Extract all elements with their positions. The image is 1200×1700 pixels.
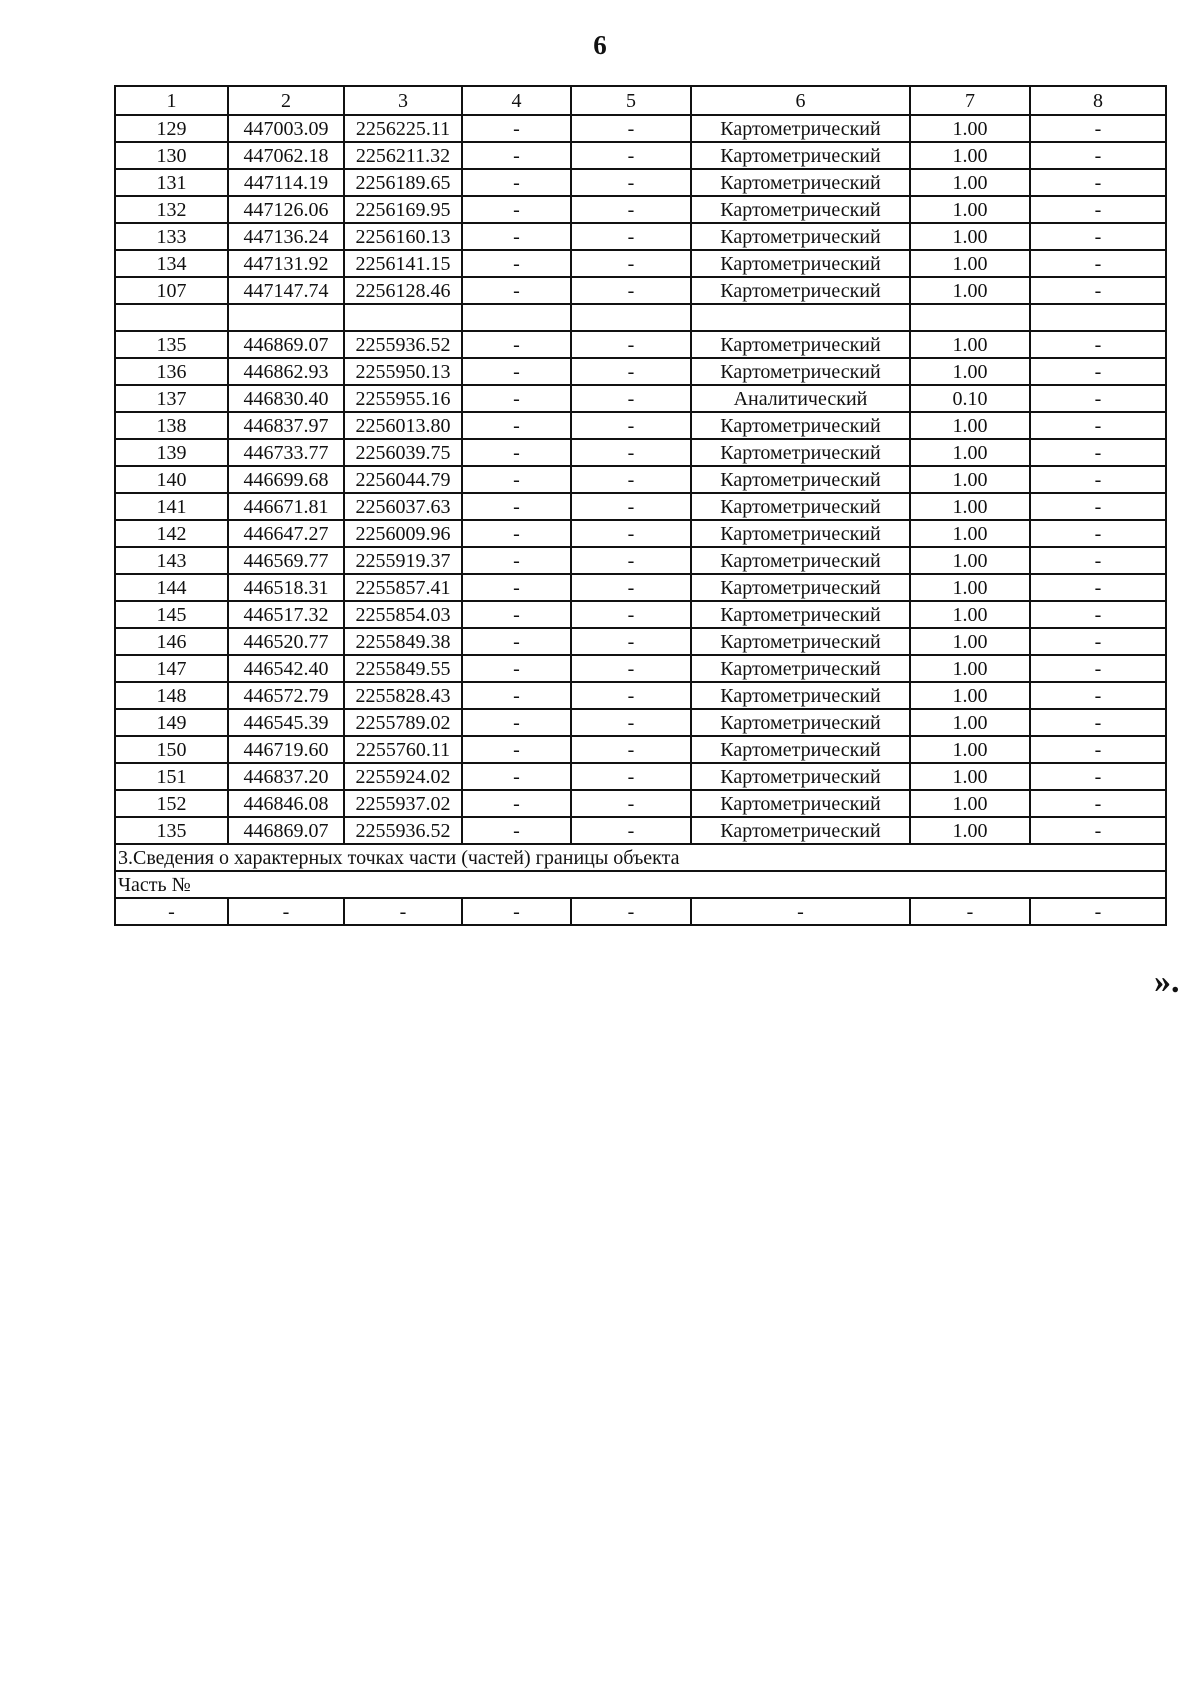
table-cell: 150 bbox=[115, 736, 228, 763]
table-cell: 447126.06 bbox=[228, 196, 344, 223]
table-cell: - bbox=[571, 601, 691, 628]
table-cell: 2 bbox=[228, 86, 344, 115]
table-cell: Картометрический bbox=[691, 601, 910, 628]
table-cell: 2255937.02 bbox=[344, 790, 462, 817]
table-cell: 2256013.80 bbox=[344, 412, 462, 439]
table-cell: 0.10 bbox=[910, 385, 1030, 412]
table-cell: 446569.77 bbox=[228, 547, 344, 574]
table-cell: 446542.40 bbox=[228, 655, 344, 682]
table-cell: - bbox=[571, 898, 691, 925]
table-cell: - bbox=[910, 898, 1030, 925]
table-cell: - bbox=[462, 250, 571, 277]
table-cell: 1.00 bbox=[910, 223, 1030, 250]
table-cell: - bbox=[1030, 412, 1166, 439]
table-cell: - bbox=[691, 898, 910, 925]
table-cell: 1 bbox=[115, 86, 228, 115]
table-cell: 2256211.32 bbox=[344, 142, 462, 169]
table-cell: - bbox=[1030, 709, 1166, 736]
table-cell: - bbox=[1030, 655, 1166, 682]
table-cell: 446518.31 bbox=[228, 574, 344, 601]
table-cell: 2256189.65 bbox=[344, 169, 462, 196]
table-row bbox=[115, 115, 1166, 142]
table-cell: 147 bbox=[115, 655, 228, 682]
table-cell: - bbox=[1030, 466, 1166, 493]
table-cell: 146 bbox=[115, 628, 228, 655]
coordinates-table bbox=[114, 85, 1167, 926]
table-row bbox=[115, 601, 1166, 628]
table-cell: 446545.39 bbox=[228, 709, 344, 736]
table-cell: - bbox=[462, 439, 571, 466]
closing-quote-mark: ». bbox=[1154, 963, 1180, 1000]
table-cell: 135 bbox=[115, 331, 228, 358]
table-cell: - bbox=[571, 709, 691, 736]
table-cell: 2255857.41 bbox=[344, 574, 462, 601]
table-cell bbox=[462, 304, 571, 331]
table-cell: 446572.79 bbox=[228, 682, 344, 709]
table-cell: - bbox=[462, 331, 571, 358]
table-cell: 1.00 bbox=[910, 790, 1030, 817]
table-cell: - bbox=[228, 898, 344, 925]
table-cell: 2256044.79 bbox=[344, 466, 462, 493]
table-row bbox=[115, 655, 1166, 682]
table-final-row bbox=[115, 898, 1166, 925]
table-cell: 149 bbox=[115, 709, 228, 736]
table-cell: Картометрический bbox=[691, 520, 910, 547]
table-cell: - bbox=[1030, 601, 1166, 628]
table-cell: - bbox=[1030, 142, 1166, 169]
table-cell: 1.00 bbox=[910, 682, 1030, 709]
table-cell: Картометрический bbox=[691, 358, 910, 385]
table-row bbox=[115, 763, 1166, 790]
table-cell: - bbox=[1030, 763, 1166, 790]
table-cell: - bbox=[462, 466, 571, 493]
table-cell: 2256169.95 bbox=[344, 196, 462, 223]
table-cell: - bbox=[1030, 250, 1166, 277]
table-cell: - bbox=[571, 817, 691, 844]
table-cell: - bbox=[462, 790, 571, 817]
table-cell: 2255919.37 bbox=[344, 547, 462, 574]
table-cell: - bbox=[571, 763, 691, 790]
table-cell: Картометрический bbox=[691, 817, 910, 844]
table-cell: - bbox=[462, 601, 571, 628]
table-cell bbox=[344, 304, 462, 331]
table-cell: Картометрический bbox=[691, 628, 910, 655]
table-cell: Картометрический bbox=[691, 655, 910, 682]
table-cell: 2255789.02 bbox=[344, 709, 462, 736]
table-cell: 107 bbox=[115, 277, 228, 304]
table-cell: 446517.32 bbox=[228, 601, 344, 628]
table-cell: - bbox=[571, 655, 691, 682]
table-cell: - bbox=[571, 142, 691, 169]
table-cell: 1.00 bbox=[910, 601, 1030, 628]
table-cell: 2255936.52 bbox=[344, 817, 462, 844]
table-cell: Картометрический bbox=[691, 331, 910, 358]
table-cell: 447114.19 bbox=[228, 169, 344, 196]
table-cell: 2255955.16 bbox=[344, 385, 462, 412]
table-cell: - bbox=[1030, 493, 1166, 520]
table-cell: - bbox=[1030, 682, 1166, 709]
table-cell: 2256039.75 bbox=[344, 439, 462, 466]
table-cell: 1.00 bbox=[910, 547, 1030, 574]
table-cell: 141 bbox=[115, 493, 228, 520]
table-cell: Картометрический bbox=[691, 763, 910, 790]
table-cell: 1.00 bbox=[910, 196, 1030, 223]
table-cell: Картометрический bbox=[691, 682, 910, 709]
section-title-row bbox=[115, 844, 1166, 871]
table-cell: 143 bbox=[115, 547, 228, 574]
table-cell: - bbox=[462, 682, 571, 709]
table-cell: - bbox=[462, 709, 571, 736]
table-cell: 3 bbox=[344, 86, 462, 115]
table-cell: Картометрический bbox=[691, 169, 910, 196]
table-cell: 446671.81 bbox=[228, 493, 344, 520]
table-cell bbox=[115, 304, 228, 331]
table-row bbox=[115, 493, 1166, 520]
table-cell: 129 bbox=[115, 115, 228, 142]
table-cell: 148 bbox=[115, 682, 228, 709]
table-cell: 447131.92 bbox=[228, 250, 344, 277]
table-row bbox=[115, 304, 1166, 331]
table-cell: - bbox=[1030, 547, 1166, 574]
table-cell: 1.00 bbox=[910, 817, 1030, 844]
table-cell: 1.00 bbox=[910, 736, 1030, 763]
table-cell: - bbox=[1030, 898, 1166, 925]
table-cell: 2255854.03 bbox=[344, 601, 462, 628]
table-cell: Картометрический bbox=[691, 142, 910, 169]
table-cell: 2255936.52 bbox=[344, 331, 462, 358]
table-cell: 447062.18 bbox=[228, 142, 344, 169]
table-cell: - bbox=[571, 493, 691, 520]
table-cell: 151 bbox=[115, 763, 228, 790]
table-cell: - bbox=[571, 790, 691, 817]
table-cell: 137 bbox=[115, 385, 228, 412]
table-cell: 4 bbox=[462, 86, 571, 115]
table-row bbox=[115, 358, 1166, 385]
table-cell: - bbox=[1030, 223, 1166, 250]
table-cell: Картометрический bbox=[691, 439, 910, 466]
table-cell: 1.00 bbox=[910, 763, 1030, 790]
table-cell: - bbox=[1030, 358, 1166, 385]
table-cell: 1.00 bbox=[910, 574, 1030, 601]
table-cell: Картометрический bbox=[691, 412, 910, 439]
section-title: 3.Сведения о характерных точках части (частей) границы объекта bbox=[115, 844, 1166, 871]
table-cell: 447003.09 bbox=[228, 115, 344, 142]
table-cell: - bbox=[571, 628, 691, 655]
table-cell: 1.00 bbox=[910, 466, 1030, 493]
table-cell: 7 bbox=[910, 86, 1030, 115]
table-row bbox=[115, 736, 1166, 763]
table-cell: - bbox=[462, 358, 571, 385]
table-cell bbox=[228, 304, 344, 331]
table-row bbox=[115, 628, 1166, 655]
table-cell: 130 bbox=[115, 142, 228, 169]
coordinates-table-container bbox=[114, 85, 1167, 926]
table-cell: 1.00 bbox=[910, 520, 1030, 547]
table-cell: 446837.97 bbox=[228, 412, 344, 439]
table-cell: - bbox=[1030, 520, 1166, 547]
table-cell: 2256009.96 bbox=[344, 520, 462, 547]
table-cell: 1.00 bbox=[910, 250, 1030, 277]
table-cell: - bbox=[1030, 574, 1166, 601]
table-cell: - bbox=[115, 898, 228, 925]
table-cell: - bbox=[1030, 790, 1166, 817]
table-cell: Аналитический bbox=[691, 385, 910, 412]
table-cell: 1.00 bbox=[910, 439, 1030, 466]
table-row bbox=[115, 196, 1166, 223]
table-cell: - bbox=[571, 250, 691, 277]
table-cell: - bbox=[1030, 169, 1166, 196]
table-cell bbox=[910, 304, 1030, 331]
table-cell: 447147.74 bbox=[228, 277, 344, 304]
table-cell: 446869.07 bbox=[228, 817, 344, 844]
table-cell: 2255924.02 bbox=[344, 763, 462, 790]
table-cell: 2256225.11 bbox=[344, 115, 462, 142]
table-cell: Картометрический bbox=[691, 250, 910, 277]
table-cell: - bbox=[571, 277, 691, 304]
table-cell: - bbox=[571, 439, 691, 466]
table-cell: 446699.68 bbox=[228, 466, 344, 493]
table-cell: 446647.27 bbox=[228, 520, 344, 547]
table-cell: 1.00 bbox=[910, 709, 1030, 736]
table-cell: 2255950.13 bbox=[344, 358, 462, 385]
table-cell: - bbox=[462, 547, 571, 574]
table-cell: - bbox=[571, 385, 691, 412]
table-row bbox=[115, 223, 1166, 250]
table-cell: Картометрический bbox=[691, 790, 910, 817]
table-cell: - bbox=[1030, 628, 1166, 655]
table-cell: Картометрический bbox=[691, 736, 910, 763]
table-cell: 1.00 bbox=[910, 277, 1030, 304]
table-row bbox=[115, 142, 1166, 169]
table-cell: - bbox=[571, 358, 691, 385]
table-cell: Картометрический bbox=[691, 574, 910, 601]
table-cell: 5 bbox=[571, 86, 691, 115]
table-cell: 6 bbox=[691, 86, 910, 115]
table-cell: - bbox=[344, 898, 462, 925]
table-cell: Картометрический bbox=[691, 277, 910, 304]
table-cell: 1.00 bbox=[910, 115, 1030, 142]
table-cell: 133 bbox=[115, 223, 228, 250]
table-cell: - bbox=[462, 196, 571, 223]
table-cell: 1.00 bbox=[910, 628, 1030, 655]
table-header-row bbox=[115, 86, 1166, 115]
table-row bbox=[115, 547, 1166, 574]
table-cell: - bbox=[462, 520, 571, 547]
table-cell: 2255849.38 bbox=[344, 628, 462, 655]
table-cell: - bbox=[571, 547, 691, 574]
table-cell: 446837.20 bbox=[228, 763, 344, 790]
table-cell bbox=[691, 304, 910, 331]
table-row bbox=[115, 439, 1166, 466]
table-cell: 131 bbox=[115, 169, 228, 196]
table-cell: - bbox=[571, 520, 691, 547]
table-cell: - bbox=[462, 763, 571, 790]
table-row bbox=[115, 466, 1166, 493]
part-label: Часть № bbox=[115, 871, 1166, 898]
table-cell: Картометрический bbox=[691, 115, 910, 142]
table-cell: 140 bbox=[115, 466, 228, 493]
table-row bbox=[115, 250, 1166, 277]
table-cell: 1.00 bbox=[910, 412, 1030, 439]
table-cell: 139 bbox=[115, 439, 228, 466]
table-cell: - bbox=[462, 574, 571, 601]
table-cell: - bbox=[571, 466, 691, 493]
table-cell: 2255828.43 bbox=[344, 682, 462, 709]
table-cell: 152 bbox=[115, 790, 228, 817]
table-cell: 446862.93 bbox=[228, 358, 344, 385]
table-row bbox=[115, 277, 1166, 304]
table-cell: - bbox=[462, 385, 571, 412]
table-cell: - bbox=[571, 115, 691, 142]
table-cell: - bbox=[462, 115, 571, 142]
table-cell: - bbox=[1030, 439, 1166, 466]
table-cell: - bbox=[1030, 277, 1166, 304]
table-cell: - bbox=[462, 628, 571, 655]
table-cell: - bbox=[571, 169, 691, 196]
table-cell: 1.00 bbox=[910, 331, 1030, 358]
table-row bbox=[115, 520, 1166, 547]
table-cell: - bbox=[571, 682, 691, 709]
table-cell: - bbox=[571, 412, 691, 439]
table-cell: 446520.77 bbox=[228, 628, 344, 655]
table-row bbox=[115, 709, 1166, 736]
table-row bbox=[115, 385, 1166, 412]
table-cell: 446733.77 bbox=[228, 439, 344, 466]
table-row bbox=[115, 574, 1166, 601]
table-cell: - bbox=[462, 655, 571, 682]
table-row bbox=[115, 412, 1166, 439]
table-cell: Картометрический bbox=[691, 547, 910, 574]
table-cell: Картометрический bbox=[691, 223, 910, 250]
table-cell: 136 bbox=[115, 358, 228, 385]
table-cell: 135 bbox=[115, 817, 228, 844]
table-cell: - bbox=[462, 736, 571, 763]
table-cell: - bbox=[1030, 817, 1166, 844]
table-cell bbox=[571, 304, 691, 331]
table-body bbox=[115, 86, 1166, 925]
table-cell: - bbox=[571, 574, 691, 601]
table-cell: 447136.24 bbox=[228, 223, 344, 250]
table-cell: 446869.07 bbox=[228, 331, 344, 358]
table-cell: 2255760.11 bbox=[344, 736, 462, 763]
table-cell: 446830.40 bbox=[228, 385, 344, 412]
table-cell: 446719.60 bbox=[228, 736, 344, 763]
table-cell: 132 bbox=[115, 196, 228, 223]
table-cell: - bbox=[571, 736, 691, 763]
table-cell: 138 bbox=[115, 412, 228, 439]
table-cell: - bbox=[462, 277, 571, 304]
table-cell: Картометрический bbox=[691, 466, 910, 493]
table-cell: 1.00 bbox=[910, 142, 1030, 169]
table-cell: 1.00 bbox=[910, 493, 1030, 520]
table-cell: 1.00 bbox=[910, 358, 1030, 385]
table-cell: 145 bbox=[115, 601, 228, 628]
table-row bbox=[115, 817, 1166, 844]
table-cell: Картометрический bbox=[691, 196, 910, 223]
table-cell: 2256037.63 bbox=[344, 493, 462, 520]
table-cell: 446846.08 bbox=[228, 790, 344, 817]
table-cell: - bbox=[571, 196, 691, 223]
table-cell: - bbox=[1030, 115, 1166, 142]
table-cell: 2256141.15 bbox=[344, 250, 462, 277]
table-cell bbox=[1030, 304, 1166, 331]
table-cell: - bbox=[1030, 736, 1166, 763]
table-cell: - bbox=[1030, 196, 1166, 223]
table-cell: - bbox=[462, 817, 571, 844]
table-row bbox=[115, 682, 1166, 709]
table-cell: - bbox=[462, 412, 571, 439]
table-cell: - bbox=[462, 169, 571, 196]
table-cell: 144 bbox=[115, 574, 228, 601]
table-cell: - bbox=[1030, 385, 1166, 412]
table-cell: 2256128.46 bbox=[344, 277, 462, 304]
table-cell: - bbox=[462, 223, 571, 250]
table-cell: 2255849.55 bbox=[344, 655, 462, 682]
table-cell: - bbox=[571, 223, 691, 250]
part-label-row bbox=[115, 871, 1166, 898]
page-number: 6 bbox=[593, 30, 607, 60]
table-cell: 142 bbox=[115, 520, 228, 547]
table-cell: - bbox=[571, 331, 691, 358]
table-cell: 2256160.13 bbox=[344, 223, 462, 250]
table-cell: 1.00 bbox=[910, 655, 1030, 682]
table-cell: - bbox=[462, 142, 571, 169]
table-cell: - bbox=[462, 493, 571, 520]
table-row bbox=[115, 790, 1166, 817]
table-cell: Картометрический bbox=[691, 493, 910, 520]
table-cell: 8 bbox=[1030, 86, 1166, 115]
table-row bbox=[115, 169, 1166, 196]
table-cell: 1.00 bbox=[910, 169, 1030, 196]
table-row bbox=[115, 331, 1166, 358]
table-cell: 134 bbox=[115, 250, 228, 277]
table-cell: - bbox=[462, 898, 571, 925]
table-cell: Картометрический bbox=[691, 709, 910, 736]
table-cell: - bbox=[1030, 331, 1166, 358]
